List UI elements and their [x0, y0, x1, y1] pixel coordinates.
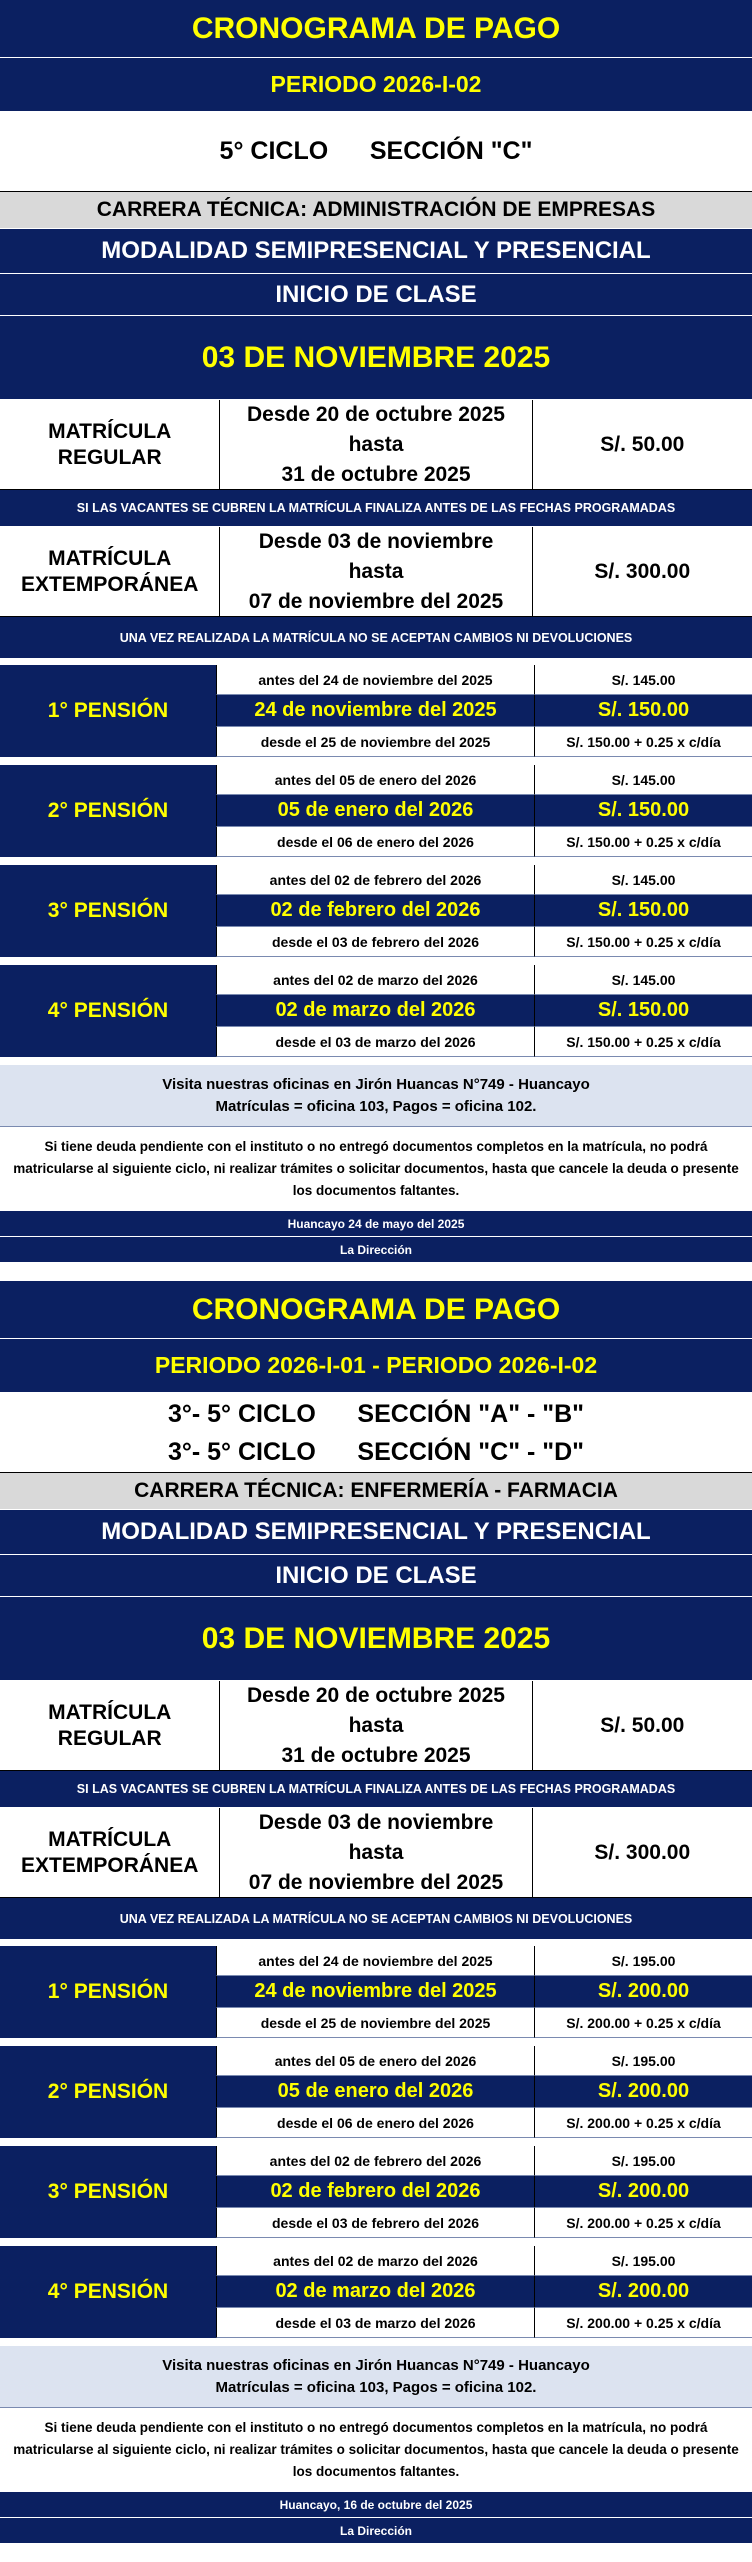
early-amount: S/. 145.00 [534, 865, 752, 895]
date-to: 07 de noviembre del 2025 [248, 1870, 504, 1894]
due-amount: S/. 200.00 [534, 2076, 752, 2108]
late-date: desde el 25 de noviembre del 2025 [216, 2008, 534, 2038]
pension-label: 4° PENSIÓN [0, 965, 216, 1057]
regular-enrollment-amount: S/. 50.00 [600, 1713, 685, 1737]
late-amount: S/. 200.00 + 0.25 x c/día [534, 2008, 752, 2038]
date-until: hasta [348, 1713, 404, 1737]
late-amount: S/. 150.00 + 0.25 x c/día [534, 1027, 752, 1057]
regular-enrollment-label: MATRÍCULA REGULAR [0, 400, 220, 489]
career-label: CARRERA TÉCNICA: ENFERMERÍA - FARMACIA [0, 1473, 752, 1510]
pension-block [0, 865, 752, 965]
regular-enrollment-amount: S/. 50.00 [600, 432, 685, 456]
late-date: desde el 06 de enero del 2026 [216, 827, 534, 857]
class-start-label: INICIO DE CLASE [0, 274, 752, 316]
pension-label: 3° PENSIÓN [0, 865, 216, 957]
due-amount: S/. 200.00 [534, 1976, 752, 2008]
regular-enrollment-dates [220, 400, 532, 489]
signature: La Dirección [0, 2518, 752, 2544]
vacancies-note: SI LAS VACANTES SE CUBREN LA MATRÍCULA FINALIZA ANTES DE LAS FECHAS PROGRAMADAS [0, 1771, 752, 1808]
pension-block [0, 1946, 752, 2046]
pension-block [0, 765, 752, 865]
pension-block [0, 2246, 752, 2346]
modality-label: MODALIDAD SEMIPRESENCIAL Y PRESENCIAL [0, 1510, 752, 1555]
date-until: hasta [348, 1840, 404, 1864]
late-date: desde el 25 de noviembre del 2025 [216, 727, 534, 757]
early-date: antes del 02 de febrero del 2026 [216, 865, 534, 895]
date-from: Desde 20 de octubre 2025 [247, 402, 505, 426]
pension-label: 3° PENSIÓN [0, 2146, 216, 2238]
date-from: Desde 20 de octubre 2025 [247, 1683, 505, 1707]
date-until: hasta [348, 432, 404, 456]
due-date: 05 de enero del 2026 [216, 795, 534, 827]
cycle-line: 5° CICLO SECCIÓN "C" [219, 137, 533, 165]
due-amount: S/. 150.00 [534, 995, 752, 1027]
due-date: 24 de noviembre del 2025 [216, 1976, 534, 2008]
pension-label: 2° PENSIÓN [0, 2046, 216, 2138]
early-date: antes del 02 de marzo del 2026 [216, 965, 534, 995]
early-date: antes del 24 de noviembre del 2025 [216, 1946, 534, 1976]
late-enrollment-row [0, 1808, 752, 1898]
regular-enrollment-row [0, 1681, 752, 1771]
office-numbers: Matrículas = oficina 103, Pagos = oficina 102. [215, 2378, 537, 2396]
place-date: Huancayo, 16 de octubre del 2025 [0, 2492, 752, 2518]
office-address: Visita nuestras oficinas en Jirón Huancas N°749 - Huancayo [162, 2356, 590, 2374]
class-start-date: 03 DE NOVIEMBRE 2025 [0, 1597, 752, 1681]
late-date: desde el 06 de enero del 2026 [216, 2108, 534, 2138]
late-enrollment-amount: S/. 300.00 [594, 559, 691, 583]
early-date: antes del 05 de enero del 2026 [216, 765, 534, 795]
due-date: 02 de febrero del 2026 [216, 2176, 534, 2208]
office-info [0, 1065, 752, 1127]
early-date: antes del 02 de febrero del 2026 [216, 2146, 534, 2176]
class-start-date: 03 DE NOVIEMBRE 2025 [0, 316, 752, 400]
office-numbers: Matrículas = oficina 103, Pagos = oficina 102. [215, 1097, 537, 1115]
cycle-line: 3°- 5° CICLO SECCIÓN "C" - "D" [167, 1437, 585, 1466]
early-amount: S/. 145.00 [534, 765, 752, 795]
debt-warning: Si tiene deuda pendiente con el instituto o no entregó documentos completos en la matrícula, no podrá matricularse al siguiente ciclo, ni realizar trámites o solicitar documentos, hasta que cancele la deuda o presente los documentos faltantes. [0, 1127, 752, 1211]
due-amount: S/. 150.00 [534, 795, 752, 827]
due-amount: S/. 200.00 [534, 2276, 752, 2308]
due-date: 05 de enero del 2026 [216, 2076, 534, 2108]
regular-enrollment-row [0, 400, 752, 490]
late-amount: S/. 150.00 + 0.25 x c/día [534, 727, 752, 757]
no-refund-note: UNA VEZ REALIZADA LA MATRÍCULA NO SE ACEPTAN CAMBIOS NI DEVOLUCIONES [0, 1898, 752, 1940]
schedule-sheet-2 [0, 1281, 752, 2562]
late-date: desde el 03 de marzo del 2026 [216, 2308, 534, 2338]
late-amount: S/. 150.00 + 0.25 x c/día [534, 827, 752, 857]
late-enrollment-row [0, 527, 752, 617]
page-title: CRONOGRAMA DE PAGO [0, 0, 752, 58]
page-title: CRONOGRAMA DE PAGO [0, 1281, 752, 1339]
place-date: Huancayo 24 de mayo del 2025 [0, 1211, 752, 1237]
pension-label: 4° PENSIÓN [0, 2246, 216, 2338]
cycle-section [0, 112, 752, 192]
signature: La Dirección [0, 1237, 752, 1263]
cycle-line: 3°- 5° CICLO SECCIÓN "A" - "B" [167, 1399, 585, 1428]
due-amount: S/. 150.00 [534, 895, 752, 927]
due-date: 02 de marzo del 2026 [216, 2276, 534, 2308]
early-amount: S/. 145.00 [534, 665, 752, 695]
date-to: 31 de octubre 2025 [281, 1743, 471, 1767]
late-enrollment-label: MATRÍCULA EXTEMPORÁNEA [0, 527, 220, 616]
class-start-label: INICIO DE CLASE [0, 1555, 752, 1597]
debt-warning: Si tiene deuda pendiente con el instituto o no entregó documentos completos en la matrícula, no podrá matricularse al siguiente ciclo, ni realizar trámites o solicitar documentos, hasta que cancele la deuda o presente los documentos faltantes. [0, 2408, 752, 2492]
pension-block [0, 2046, 752, 2146]
date-to: 31 de octubre 2025 [281, 462, 471, 486]
date-to: 07 de noviembre del 2025 [248, 589, 504, 613]
early-amount: S/. 195.00 [534, 2146, 752, 2176]
early-date: antes del 24 de noviembre del 2025 [216, 665, 534, 695]
due-amount: S/. 200.00 [534, 2176, 752, 2208]
office-info [0, 2346, 752, 2408]
early-amount: S/. 195.00 [534, 2046, 752, 2076]
pension-block [0, 965, 752, 1065]
due-date: 02 de marzo del 2026 [216, 995, 534, 1027]
late-enrollment-label: MATRÍCULA EXTEMPORÁNEA [0, 1808, 220, 1897]
late-amount: S/. 200.00 + 0.25 x c/día [534, 2108, 752, 2138]
late-amount: S/. 200.00 + 0.25 x c/día [534, 2208, 752, 2238]
due-date: 24 de noviembre del 2025 [216, 695, 534, 727]
late-date: desde el 03 de febrero del 2026 [216, 2208, 534, 2238]
office-address: Visita nuestras oficinas en Jirón Huancas N°749 - Huancayo [162, 1075, 590, 1093]
late-date: desde el 03 de febrero del 2026 [216, 927, 534, 957]
late-enrollment-dates [220, 527, 532, 616]
vacancies-note: SI LAS VACANTES SE CUBREN LA MATRÍCULA FINALIZA ANTES DE LAS FECHAS PROGRAMADAS [0, 490, 752, 527]
pension-label: 1° PENSIÓN [0, 1946, 216, 2038]
regular-enrollment-label: MATRÍCULA REGULAR [0, 1681, 220, 1770]
early-amount: S/. 195.00 [534, 1946, 752, 1976]
cycle-section [0, 1393, 752, 1473]
pension-block [0, 2146, 752, 2246]
regular-enrollment-dates [220, 1681, 532, 1770]
late-amount: S/. 200.00 + 0.25 x c/día [534, 2308, 752, 2338]
period-label: PERIODO 2026-I-01 - PERIODO 2026-I-02 [0, 1339, 752, 1393]
late-date: desde el 03 de marzo del 2026 [216, 1027, 534, 1057]
career-label: CARRERA TÉCNICA: ADMINISTRACIÓN DE EMPRESAS [0, 192, 752, 229]
early-date: antes del 05 de enero del 2026 [216, 2046, 534, 2076]
period-label: PERIODO 2026-I-02 [0, 58, 752, 112]
no-refund-note: UNA VEZ REALIZADA LA MATRÍCULA NO SE ACEPTAN CAMBIOS NI DEVOLUCIONES [0, 617, 752, 659]
pension-label: 1° PENSIÓN [0, 665, 216, 757]
pension-block [0, 665, 752, 765]
early-amount: S/. 195.00 [534, 2246, 752, 2276]
date-from: Desde 03 de noviembre [258, 1810, 494, 1834]
pension-label: 2° PENSIÓN [0, 765, 216, 857]
modality-label: MODALIDAD SEMIPRESENCIAL Y PRESENCIAL [0, 229, 752, 274]
early-date: antes del 02 de marzo del 2026 [216, 2246, 534, 2276]
date-from: Desde 03 de noviembre [258, 529, 494, 553]
late-amount: S/. 150.00 + 0.25 x c/día [534, 927, 752, 957]
late-enrollment-dates [220, 1808, 532, 1897]
date-until: hasta [348, 559, 404, 583]
early-amount: S/. 145.00 [534, 965, 752, 995]
due-date: 02 de febrero del 2026 [216, 895, 534, 927]
late-enrollment-amount: S/. 300.00 [594, 1840, 691, 1864]
due-amount: S/. 150.00 [534, 695, 752, 727]
